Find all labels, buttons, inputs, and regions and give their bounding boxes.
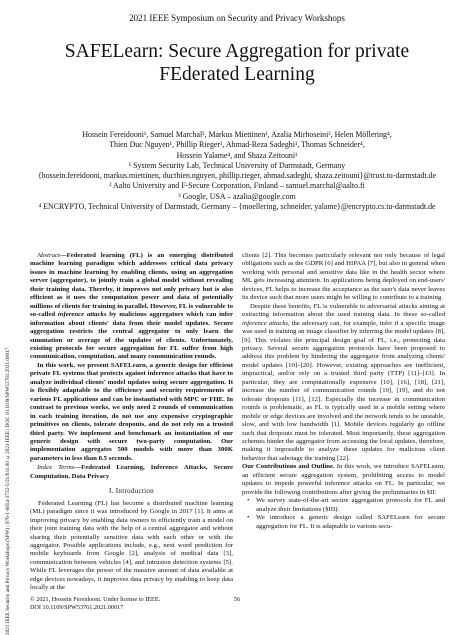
doi-line: DOI 10.1109/SPW53761.2021.00017 (30, 603, 124, 611)
body-paragraph: Despite these benefits, FL is vulnerable to adversarial attacks aiming at extracting information about the used training data. In these so-called inference attacks, the adversary can, for example, infer if a specific image was used in training an image classifier by inferring the model updates [8], [9]. This violates the principal design goal of FL, i.e., protecting data privacy. Several secure aggregation protocols have been proposed to address this problem by hindering the aggregator from analyzing clients' model updates [10]–[20]. However, existing approaches are inefficient, impractical, and/or rely on a trusted third party (TTP) [11]–[13]. In particular, they are computationally expensive [10], [16], [18], [21], increase the number of communication rounds [10], [19], and do not tolerate dropouts [11], [12]. Especially the increase in communication rounds is problematic, as FL is typically used in a mobile setting where mobile or edge devices are involved and the network tends to be unstable, slow, and with low bandwidth [1]. Mobile devices regularly go offline such that dropouts must be tolerated. Most importantly, these aggregation schemes hinder the aggregator from accessing the local updates, therefore, making it impossible to analyze these updates for malicious client behavior that sabotage the training [22]. (242, 302, 445, 462)
page-number: 56 (233, 596, 241, 603)
author-line: Hossein Fereidooni¹, Samuel Marchal², Markus Miettinen¹, Azalia Mirhoseini³, Helen Möllering⁴, (82, 130, 392, 139)
author-line: Thien Duc Nguyen¹, Phillip Rieger¹, Ahmad-Reza Sadeghi¹, Thomas Schneider⁴, (109, 140, 365, 150)
venue-header: 2021 IEEE Symposium on Security and Privacy Workshops (129, 13, 345, 23)
abstract-label: Abstract (37, 252, 60, 259)
left-column (30, 252, 233, 593)
title-line-2: FEderated Learning (159, 64, 315, 85)
affiliation-line: ³ Google, USA – azalia@google.com (178, 191, 296, 201)
intro-paragraph: Federated Learning (FL) has become a distributed machine learning (ML) paradigm since it was introduced by Google in 2017 [1]. It aims at improving privacy by enabling data owners to efficiently train a model on their joint training data with the help of a central aggregator and without sharing their potentially sensitive data with each other or with the aggregator. Possible applications include, e.g., next word prediction for mobile keyboards from Google [2], analysis of medical data [3], communication between vehicles [4], and intrusion detection systems [5]. While FL leverages the power of the massive amount of data available at edge devices nowadays, it improves data privacy by enabling to keep data locally at the (30, 499, 233, 592)
list-item: • We survey state-of-the-art secure aggregation protocols for FL and analyze their limitations (§III). (242, 497, 445, 514)
body-paragraph: clients [2]. This becomes particularly relevant not only because of legal obligations such as the GDPR [6] and HIPAA [7], but also in general when working with personal and sensitive data like in the health sector where ML gets increasing attention. In applications being deployed on end-users' devices, FL helps to increase the acceptance as the user's data never leaves its device such that more users might be willing to contribute to a training. (242, 252, 445, 302)
contributions-label: Our Contributions and Outline. (242, 463, 335, 471)
affiliation-line: ⁴ ENCRYPTO, Technical University of Darmstadt, Germany – {moellering, schneider, yalame}@encrypto.cs.tu-darmstadt.de (38, 202, 436, 212)
title-line-1: SAFELearn: Secure Aggregation for private (64, 41, 410, 62)
abstract-paragraph: Abstract—Federated learning (FL) is an emerging distributed machine learning paradigm which addresses critical data privacy issues in machine learning by enabling clients, using an aggregation server (aggregator), to jointly train a global model without revealing their training data. Thereby, it improves not only privacy but is also efficient as it uses the computation power and data of potentially millions of clients for training in parallel. However, FL is vulnerable to so-called inference attacks by malicious aggregators which can infer information about clients' data from their model updates. Secure aggregation restricts the central aggregator to only learn the summation or average of the updates of clients. Unfortunately, existing protocols for secure aggregation for FL suffer from high communication, computation, and many communication rounds. (30, 252, 233, 361)
affiliation-emails: {hossein.fereidooni, markus.miettinen, ducthien.nguyen, phillip.rieger, ahmad.sadeghi, shaza.zeitouni}@trust.tu-darmstadt.de (38, 171, 436, 181)
doi-sidebar: 2021 IEEE Security and Privacy Workshops (SPW) | 978-1-6654-3732-5/21/$31.00 ©2021 IEEE | DOI: 10.1109/SPW53761.2021.00017 (5, 347, 11, 635)
author-block (30, 130, 444, 212)
affiliation-line: ¹ System Security Lab, Technical University of Darmstadt, Germany (128, 160, 346, 170)
contributions-paragraph: Our Contributions and Outline. In this work, we introduce SAFELearn, an efficient secure aggregation system, prohibiting access to model updates to impede powerful inference attacks on FL. In particular, we provide the following contributions after giving the preliminaries in §II: (242, 463, 445, 496)
copyright-line: © 2021, Hossein Fereidooni. Under license to IEEE. (30, 596, 161, 603)
abstract-paragraph-2: In this work, we present SAFELearn, a generic design for efficient private FL systems that protects against inference attacks that have to analyze individual clients' model updates using secure aggregation. It is flexibly adaptable to the efficiency and security requirements of various FL applications and can be instantiated with MPC or FHE. In contrast to previous works, we only need 2 rounds of communication in each training iteration, do not use any expensive cryptographic primitives on clients, tolerate dropouts, and do not rely on a trusted third party. We implement and benchmark an instantiation of our generic design with secure two-party computation. Our implementation aggregates 500 models with more than 300K parameters in less than 0.5 seconds. (30, 361, 233, 462)
author-line: Hossein Yalame⁴, and Shaza Zeitouni¹ (176, 150, 298, 160)
list-item: • We introduce a generic design called SAFELearn for secure aggregation for FL. It is adaptable to various secu- (242, 514, 445, 531)
contributions-list (242, 497, 445, 531)
paper-title (20, 40, 454, 86)
affiliation-line: ² Aalto University and F-Secure Corporation, Finland – samuel.marchal@aalto.fi (109, 181, 365, 191)
index-terms: Index Terms—Federated Learning, Inference Attacks, Secure Computation, Data Privacy (30, 464, 233, 480)
right-column (242, 252, 445, 531)
section-heading: I. Introduction (109, 487, 154, 496)
index-terms-label: Index Terms (37, 464, 75, 472)
